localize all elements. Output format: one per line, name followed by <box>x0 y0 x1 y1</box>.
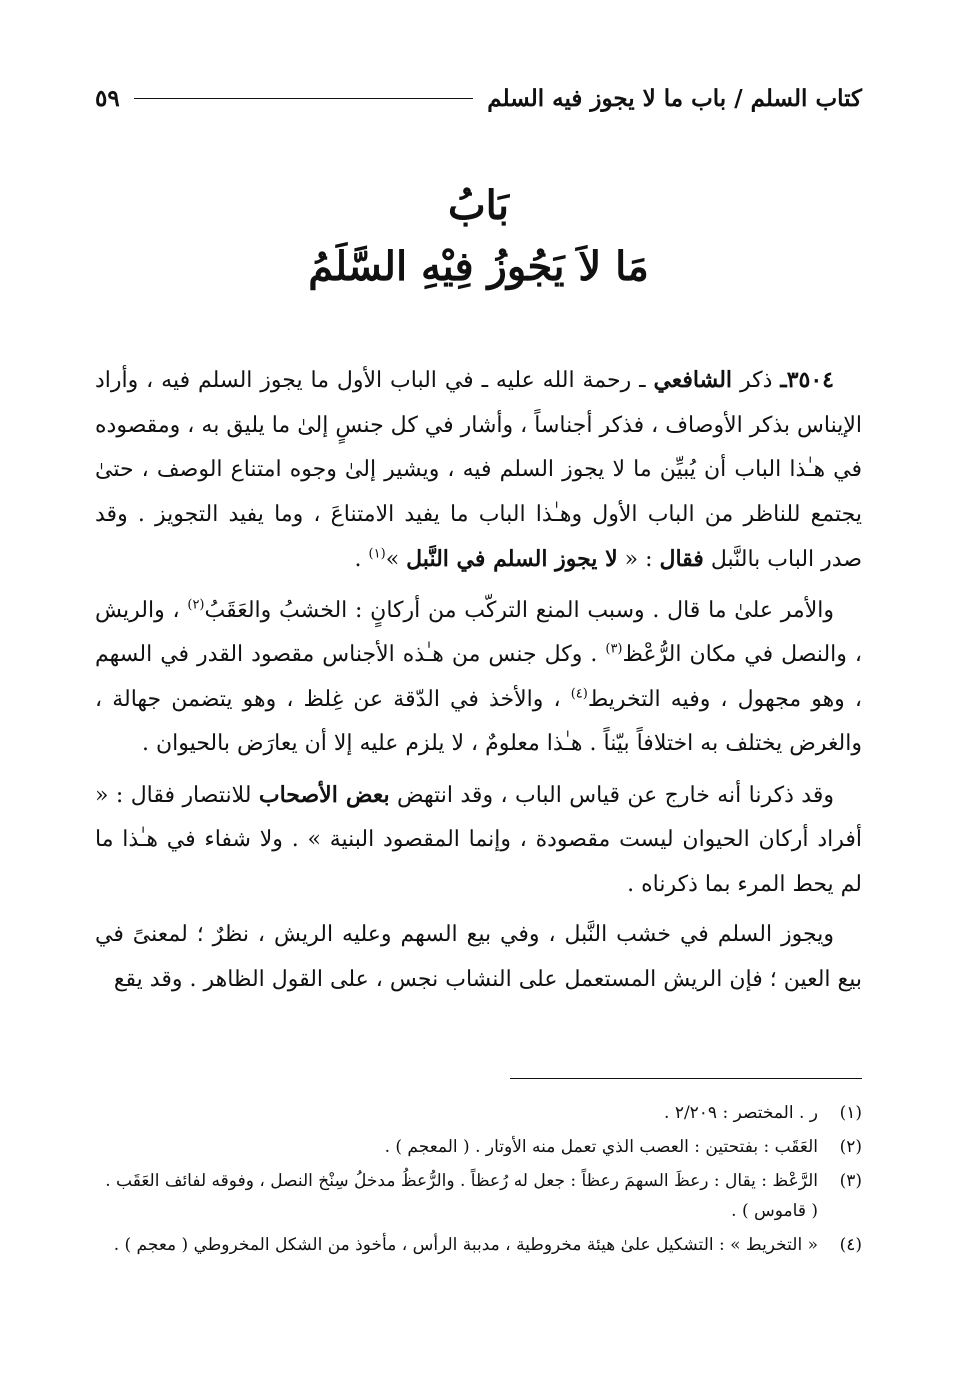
footnote-text: ر . المختصر : ٢/٢٠٩ . <box>664 1103 818 1123</box>
footnote-ref-4[interactable]: (٤) <box>570 686 588 702</box>
footnote <box>95 1166 862 1226</box>
footnote-number: (٢) <box>839 1137 862 1157</box>
footnote-number: (٤) <box>839 1235 862 1255</box>
page-number: ٥٩ <box>95 84 120 112</box>
paragraph-3: وقد ذكرنا أنه خارج عن قياس الباب ، وقد انتهض بعض الأصحاب للانتصار فقال : « أفراد أركان الحيوان ليست مقصودة ، وإنما المقصود البنية » . ولا شفاء في هـٰذا ما لم يحط المرء بما ذكرناه . <box>95 781 862 897</box>
paragraph-2: والأمر علىٰ ما قال . وسبب المنع التركّب من أركانٍ : الخشبُ والعَقَبُ$^{(٢)}$ ، والريش ، والنصل في مكان الرُّعْظ$^{(٣)}$ . وكل جنس من هـٰذه الأجناس مقصود القدر في السهم ، وهو مجهول ، وفيه التخريط$^{(٤)}$ ، والأخذ في الدّقة عن غِلظ ، وهو يتضمن جهالة ، والغرض يختلف به اختلافاً بيّناً . هـٰذا معلومٌ ، لا يلزم عليه إلا أن يعارَض بالحيوان . <box>95 597 862 756</box>
footnote-number: (١) <box>839 1103 862 1123</box>
running-title: كتاب السلم / باب ما لا يجوز فيه السلم <box>487 84 862 112</box>
footnote-number: (٣) <box>839 1171 862 1191</box>
quoted-text: لا يجوز السلم في النَّبل <box>406 546 618 572</box>
chapter-heading <box>95 178 862 300</box>
footnote-ref-2[interactable]: (٢) <box>187 597 205 613</box>
paragraph-4: ويجوز السلم في خشب النَّبل ، وفي بيع السهم وعليه الريش ، نظرٌ ؛ لمعنىً في بيع العين ؛ فإن الريش المستعمل على النشاب نجس ، على القول الظاهر . وقد يقع <box>95 922 862 992</box>
footnote-text: العَقَب : بفتحتين : العصب الذي تعمل منه الأوتار . ( المعجم ) . <box>384 1137 818 1157</box>
author-name: الشافعي <box>653 367 733 393</box>
issue-number: ٣٥٠٤ـ <box>780 367 834 393</box>
body-text <box>95 358 862 1008</box>
footnote-text: الرَّعْظ : يقال : رعظَ السهمَ رعظاً : جعل له رُعظاً . والرُّعظُ مدخلُ سِنْخ النصل ، وفوقه لفائف العَقَب . ( قاموس ) . <box>105 1171 818 1221</box>
paragraph-1: ٣٥٠٤ـ ذكر الشافعي ـ رحمة الله عليه ـ في الباب الأول ما يجوز السلم فيه ، وأراد الإيناس بذكر الأوصاف ، فذكر أجناساً ، وأشار في كل جنسٍ إلىٰ ما يليق به ، ومقصوده في هـٰذا الباب أن يُبيِّن ما لا يجوز السلم فيه ، ويشير إلىٰ وجوه امتناع الوصف ، حتىٰ يجتمع للناظر من الباب الأول وهـٰذا الباب ما يفيد الامتناعَ ، وما يفيد التجويز . وقد صدر الباب بالنَّبل فقال : « لا يجوز السلم في النَّبل »$^{(١)}$ . <box>95 367 862 572</box>
header-rule <box>134 98 474 99</box>
footnote-ref-1[interactable]: (١) <box>368 546 386 562</box>
footnote-ref-3[interactable]: (٣) <box>605 641 623 657</box>
footnote <box>95 1230 862 1260</box>
chapter-label: بَابُ <box>448 182 509 229</box>
footnote <box>95 1098 862 1128</box>
running-header <box>95 78 862 118</box>
footnote-divider <box>510 1078 862 1079</box>
footnotes <box>95 1098 862 1264</box>
footnote-text: « التخريط » : التشكيل علىٰ هيئة مخروطية ، مدببة الرأس ، مأخوذ من الشكل المخروطي ( معجم ) . <box>113 1235 818 1255</box>
footnote <box>95 1132 862 1162</box>
chapter-title: مَا لاَ يَجُوزُ فِيْهِ السَّلَمُ <box>308 243 649 290</box>
